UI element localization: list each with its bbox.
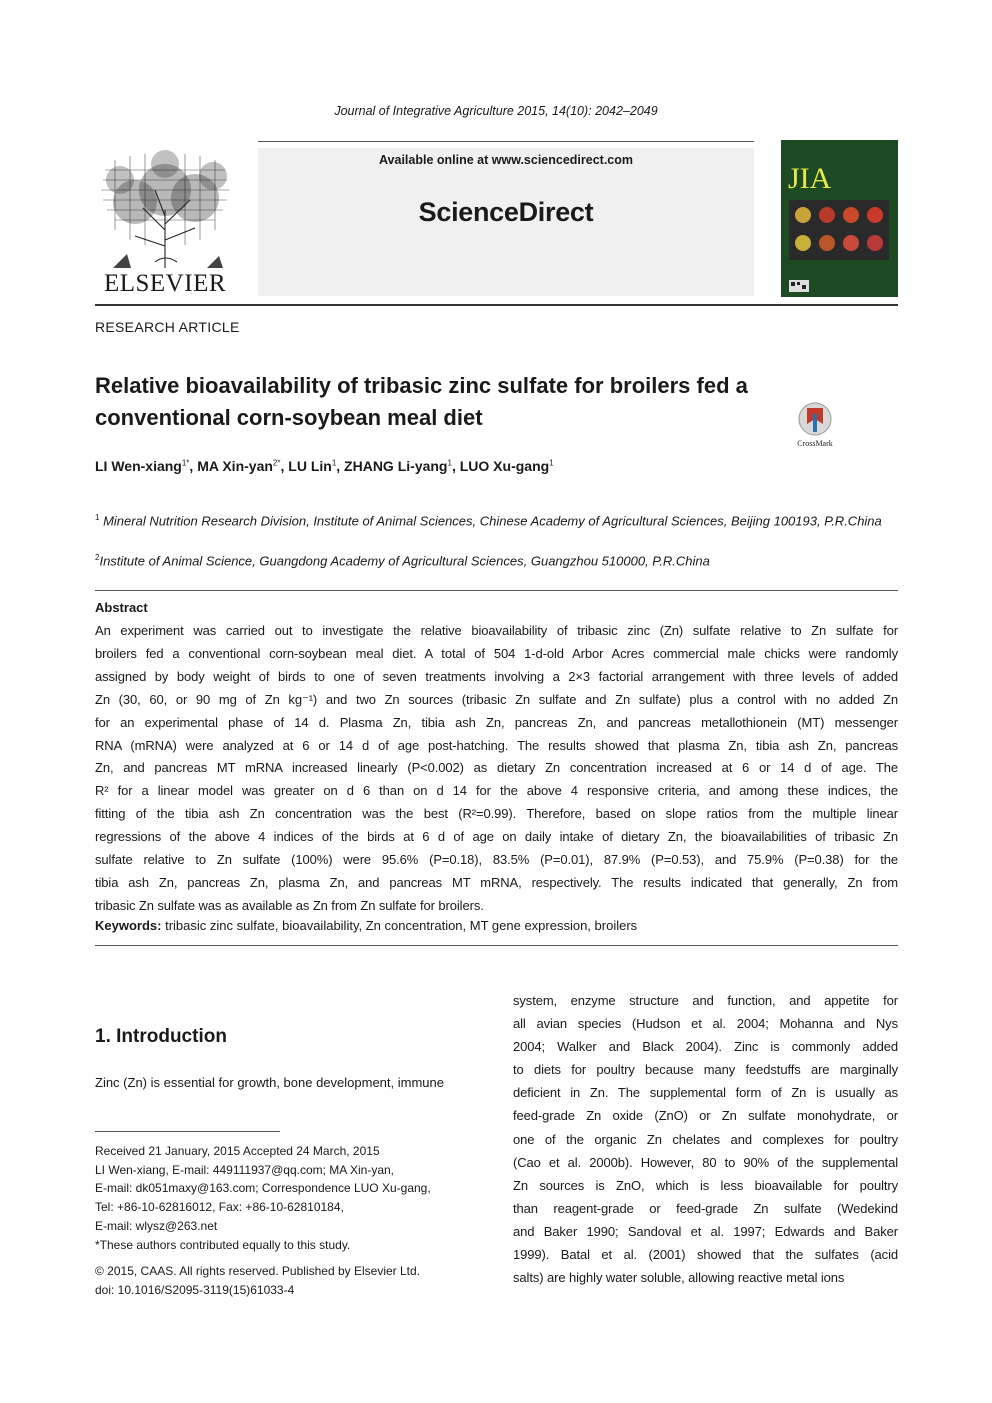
crossmark-badge[interactable] xyxy=(793,402,837,448)
journal-cover-thumbnail[interactable] xyxy=(781,140,898,297)
article-title: Relative bioavailability of tribasic zinc sulfate for broilers fed a conventional corn-soybean meal diet xyxy=(95,373,748,430)
footnote-line: E-mail: dk051maxy@163.com; Correspondence LUO Xu-gang, xyxy=(95,1181,431,1196)
author-name: ZHANG Li-yang xyxy=(344,458,448,474)
keywords-bottom-divider xyxy=(95,945,898,946)
elsevier-tree-icon xyxy=(95,150,235,270)
crossmark-label: CrossMark xyxy=(797,439,833,448)
elsevier-logo[interactable] xyxy=(95,150,235,298)
author-affiliation-mark: 1 xyxy=(447,458,452,468)
intro-line: and Baker 1990; Sandoval et al. 1997; Edwards and Baker xyxy=(513,1223,898,1239)
copyright-line: © 2015, CAAS. All rights reserved. Published by Elsevier Ltd. xyxy=(95,1264,421,1279)
intro-line: feed-grade Zn oxide (ZnO) or Zn sulfate monohydrate, or xyxy=(513,1108,898,1124)
abstract-line: assigned by body weight of birds to one of seven treatments involving a 2×3 factorial arrangement with three levels of added xyxy=(95,668,898,684)
intro-line: Zinc (Zn) is essential for growth, bone development, immune xyxy=(95,1075,444,1090)
intro-line: salts) are highly water soluble, allowing reactive metal ions xyxy=(513,1270,845,1286)
abstract-line: R² for a linear model was greater on d 6 than on d 14 for the above 4 responsive criteria, and among these indices, the xyxy=(95,783,898,799)
sciencedirect-banner[interactable] xyxy=(258,148,754,296)
footnotes xyxy=(95,1142,485,1300)
intro-line: Zn sources is ZnO, which is less bioavailable for poultry xyxy=(513,1177,898,1193)
intro-line: to diets for poultry because many feedstuffs are marginally xyxy=(513,1062,898,1078)
abstract-line: broilers fed a conventional corn-soybean meal diet. A total of 504 1-d-old Arbor Acres commercial male chicks were randomly xyxy=(95,645,898,661)
footnote-line: Tel: +86-10-62816012, Fax: +86-10-62810184, xyxy=(95,1200,344,1215)
intro-line: one of the organic Zn chelates and complexes for poultry xyxy=(513,1131,898,1147)
abstract-line: for an experimental phase of 14 d. Plasma Zn, tibia ash Zn, pancreas Zn, and pancreas metallothionein (MT) messenger xyxy=(95,714,898,730)
cover-title: JIA xyxy=(788,162,832,195)
introduction-heading: 1. Introduction xyxy=(95,1026,227,1047)
abstract-line: tribasic Zn sulfate was as available as Zn from Zn sulfate for broilers. xyxy=(95,897,484,913)
intro-line: 1999). Batal et al. (2001) showed that the sulfates (acid xyxy=(513,1247,898,1263)
abstract-top-divider xyxy=(95,590,898,591)
author-list: LI Wen-xiang$^{1*}$, MA Xin-yan$^{2*}$, LU Lin$^1$, ZHANG Li-yang$^1$, LUO Xu-gang$^1$ xyxy=(95,458,554,474)
author-name: LUO Xu-gang xyxy=(459,458,550,474)
author-affiliation-mark: 1* xyxy=(181,458,190,468)
sciencedirect-title: ScienceDirect xyxy=(418,197,594,227)
intro-line: all avian species (Hudson et al. 2004; Mohanna and Nys xyxy=(513,1016,898,1032)
available-online-text: Available online at www.sciencedirect.com xyxy=(378,153,634,167)
header-divider xyxy=(258,141,754,142)
keywords-text: tribasic zinc sulfate, bioavailability, Zn concentration, MT gene expression, broilers xyxy=(161,918,638,933)
abstract-line: regressions of the above 4 indices of the birds at 6 d of age on daily intake of dietary Zn, the bioavailabilities of tribasic Zn xyxy=(95,829,898,845)
keywords-label: Keywords: xyxy=(95,918,162,933)
author-affiliation-mark: 2* xyxy=(272,458,281,468)
footnote-line: *These authors contributed equally to this study. xyxy=(95,1237,351,1252)
cover-image-grid-icon xyxy=(789,200,889,260)
abstract-line: sulfate relative to Zn sulfate (100%) were 95.6% (P=0.18), 83.5% (P=0.01), 87.9% (P=0.53), and 75.9% (P=0.38) for the xyxy=(95,852,898,868)
journal-reference: Journal of Integrative Agriculture 2015, 14(10): 2042–2049 xyxy=(334,104,658,118)
introduction-column-1 xyxy=(95,1071,480,1094)
author-name: LI Wen-xiang xyxy=(95,458,182,474)
elsevier-wordmark: ELSEVIER xyxy=(103,270,227,297)
affiliation-text: Institute of Animal Science, Guangdong Academy of Agricultural Sciences, Guangzhou 510000, P.R.China xyxy=(99,553,710,569)
affiliation-1 xyxy=(95,508,898,531)
abstract-line: fitting of the tibia ash Zn concentration was the best (R²=0.99). Therefore, based on slope ratios from the multiple linear xyxy=(95,806,898,822)
crossmark-icon xyxy=(793,402,837,438)
intro-line: deficient in Zn. The supplemental form of Zn is usually as xyxy=(513,1085,898,1101)
article-type-label: RESEARCH ARTICLE xyxy=(95,319,240,335)
intro-line: (Cao et al. 2000b). However, 80 to 90% of the supplemental xyxy=(513,1154,898,1170)
footnote-line: Received 21 January, 2015 Accepted 24 March, 2015 xyxy=(95,1144,380,1158)
author-name: LU Lin xyxy=(288,458,332,474)
affiliation-text: Mineral Nutrition Research Division, Institute of Animal Sciences, Chinese Academy of Agricultural Sciences, Beijing 100193, P.R.China xyxy=(103,513,882,529)
doi-line: doi: 10.1016/S2095-3119(15)61033-4 xyxy=(95,1282,295,1297)
affiliation-mark: 2 xyxy=(95,553,100,562)
footnote-line: LI Wen-xiang, E-mail: 449111937@qq.com; MA Xin-yan, xyxy=(95,1162,394,1177)
keywords xyxy=(95,918,898,933)
abstract-line: Zn (30, 60, or 90 mg of Zn kg⁻¹) and two Zn sources (tribasic Zn sulfate and Zn sulfate) plus a control with no added Zn xyxy=(95,691,898,707)
affiliation-mark: 1 xyxy=(95,513,100,522)
introduction-column-2 xyxy=(513,989,898,1289)
abstract-line: An experiment was carried out to investigate the relative bioavailability of tribasic zinc (Zn) sulfate relative to Zn sulfate for xyxy=(95,623,898,638)
abstract-line: Zn, and pancreas MT mRNA increased linearly (P<0.002) as dietary Zn concentration increased at 6 or 14 d of age. The xyxy=(95,760,898,776)
intro-line: 2004; Walker and Black 2004). Zinc is commonly added xyxy=(513,1039,898,1055)
author-name: MA Xin-yan xyxy=(197,458,273,474)
abstract-line: tibia ash Zn, pancreas Zn, plasma Zn, and pancreas MT mRNA, respectively. The results indicated that generally, Zn from xyxy=(95,874,898,890)
abstract-heading: Abstract xyxy=(95,600,148,615)
intro-line: than reagent-grade or feed-grade Zn sulfate (Wedekind xyxy=(513,1200,898,1216)
footnote-line: E-mail: wlysz@263.net xyxy=(95,1218,218,1233)
qr-code-icon xyxy=(789,280,809,292)
header-bottom-divider xyxy=(95,304,898,306)
intro-line: system, enzyme structure and function, and appetite for xyxy=(513,993,898,1008)
abstract-line: RNA (mRNA) were analyzed at 6 or 14 d of age post-hatching. The results showed that plasma Zn, tibia ash Zn, pancreas xyxy=(95,737,898,753)
author-affiliation-mark: 1 xyxy=(331,458,337,468)
footnote-divider xyxy=(95,1131,280,1132)
affiliation-2 xyxy=(95,548,898,571)
author-affiliation-mark: 1 xyxy=(549,458,554,468)
abstract-body xyxy=(95,620,898,918)
